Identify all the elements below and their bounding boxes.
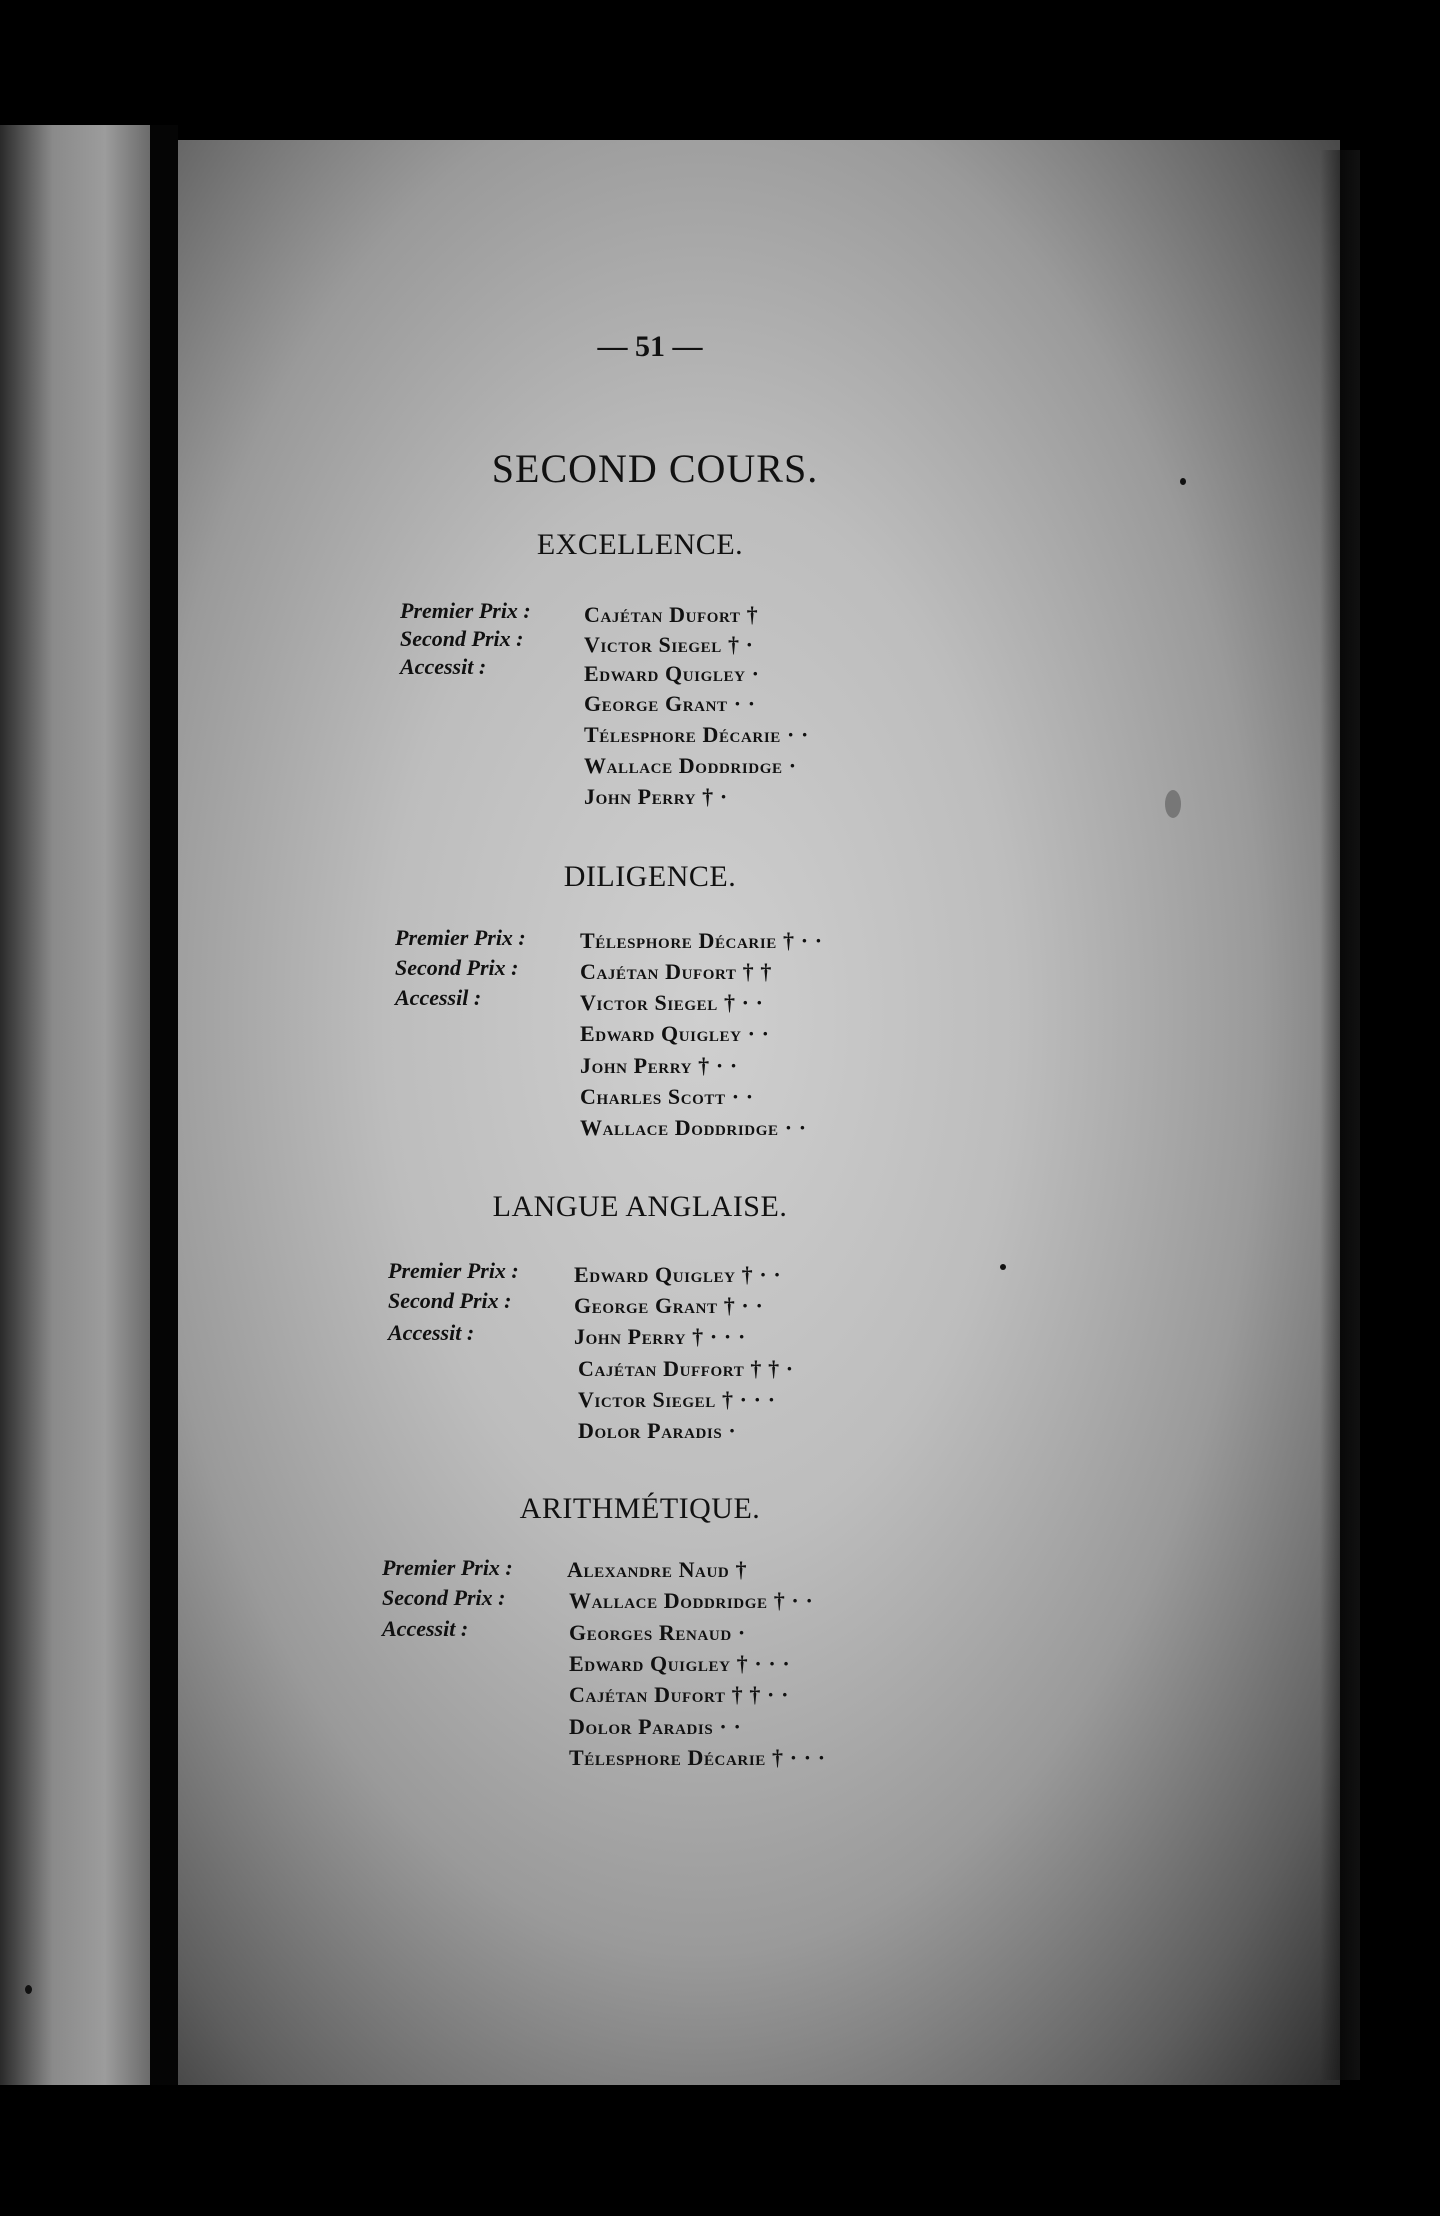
winner-name: Charles Scott · · — [580, 1084, 754, 1109]
winner-name: Cajétan Dufort † † — [580, 959, 772, 984]
winner-name: Cajétan Dufort † — [584, 602, 759, 627]
page-title: SECOND COURS. — [491, 446, 819, 491]
section-arithmetique — [382, 1555, 902, 1787]
winner-name: Télesphore Décarie † · · · — [569, 1745, 826, 1770]
section-heading-langue-anglaise: LANGUE ANGLAISE. — [492, 1190, 788, 1223]
winner-name: Alexandre Naud † — [567, 1557, 748, 1582]
label-premier-prix: Premier Prix : — [388, 1258, 519, 1283]
winner-name: Dolor Paradis · — [578, 1418, 737, 1443]
winner-name: John Perry † · — [584, 784, 728, 809]
winner-name: Victor Siegel † · · — [580, 990, 764, 1015]
winner-name: Cajétan Dufort † † · · — [569, 1682, 790, 1707]
label-second-prix: Second Prix : — [382, 1585, 506, 1610]
page-gutter — [150, 125, 178, 2085]
scan-speck — [1180, 478, 1186, 485]
page-number: — 51 — — [597, 330, 703, 363]
section-heading-arithmetique: ARITHMÉTIQUE. — [519, 1492, 761, 1525]
scan-speck — [1000, 1264, 1006, 1270]
section-diligence — [395, 925, 895, 1157]
label-second-prix: Second Prix : — [400, 626, 524, 651]
label-accessit: Accessit : — [388, 1320, 475, 1345]
winner-name: Edward Quigley · · — [580, 1021, 770, 1046]
winner-name: Victor Siegel † · — [584, 632, 754, 657]
winner-name: Wallace Doddridge · · — [580, 1115, 807, 1140]
label-premier-prix: Premier Prix : — [395, 925, 526, 950]
winner-name: Edward Quigley † · · · — [569, 1651, 791, 1676]
section-heading-excellence: EXCELLENCE. — [536, 528, 744, 561]
winner-name: John Perry † · · · — [574, 1324, 746, 1349]
winner-name: Dolor Paradis · · — [569, 1714, 742, 1739]
winner-name: Wallace Doddridge · — [584, 753, 797, 778]
label-accessit: Accessit : — [400, 654, 487, 679]
winner-name: Georges Renaud · — [569, 1620, 746, 1645]
winner-name: Télesphore Décarie · · — [584, 722, 809, 747]
winner-name: Cajétan Duffort † † · — [578, 1356, 794, 1381]
winner-name: Edward Quigley † · · — [574, 1262, 782, 1287]
label-premier-prix: Premier Prix : — [382, 1555, 513, 1580]
label-second-prix: Second Prix : — [388, 1288, 512, 1313]
label-accessit: Accessil : — [395, 985, 482, 1010]
label-second-prix: Second Prix : — [395, 955, 519, 980]
winner-name: George Grant † · · — [574, 1293, 764, 1318]
winner-name: Victor Siegel † · · · — [578, 1387, 776, 1412]
section-excellence — [400, 598, 900, 830]
section-heading-diligence: DILIGENCE. — [563, 860, 737, 893]
section-langue-anglaise — [388, 1258, 888, 1468]
previous-page-edge — [0, 125, 150, 2085]
page-shadow — [1320, 150, 1360, 2080]
scan-speck — [1165, 790, 1181, 818]
winner-name: Wallace Doddridge † · · — [569, 1588, 814, 1613]
winner-name: Edward Quigley · — [584, 661, 760, 686]
winner-name: Télesphore Décarie † · · — [580, 928, 823, 953]
scan-speck — [25, 1985, 32, 1994]
winner-name: John Perry † · · — [580, 1053, 738, 1078]
label-premier-prix: Premier Prix : — [400, 598, 531, 623]
winner-name: George Grant · · — [584, 691, 756, 716]
label-accessit: Accessit : — [382, 1616, 469, 1641]
